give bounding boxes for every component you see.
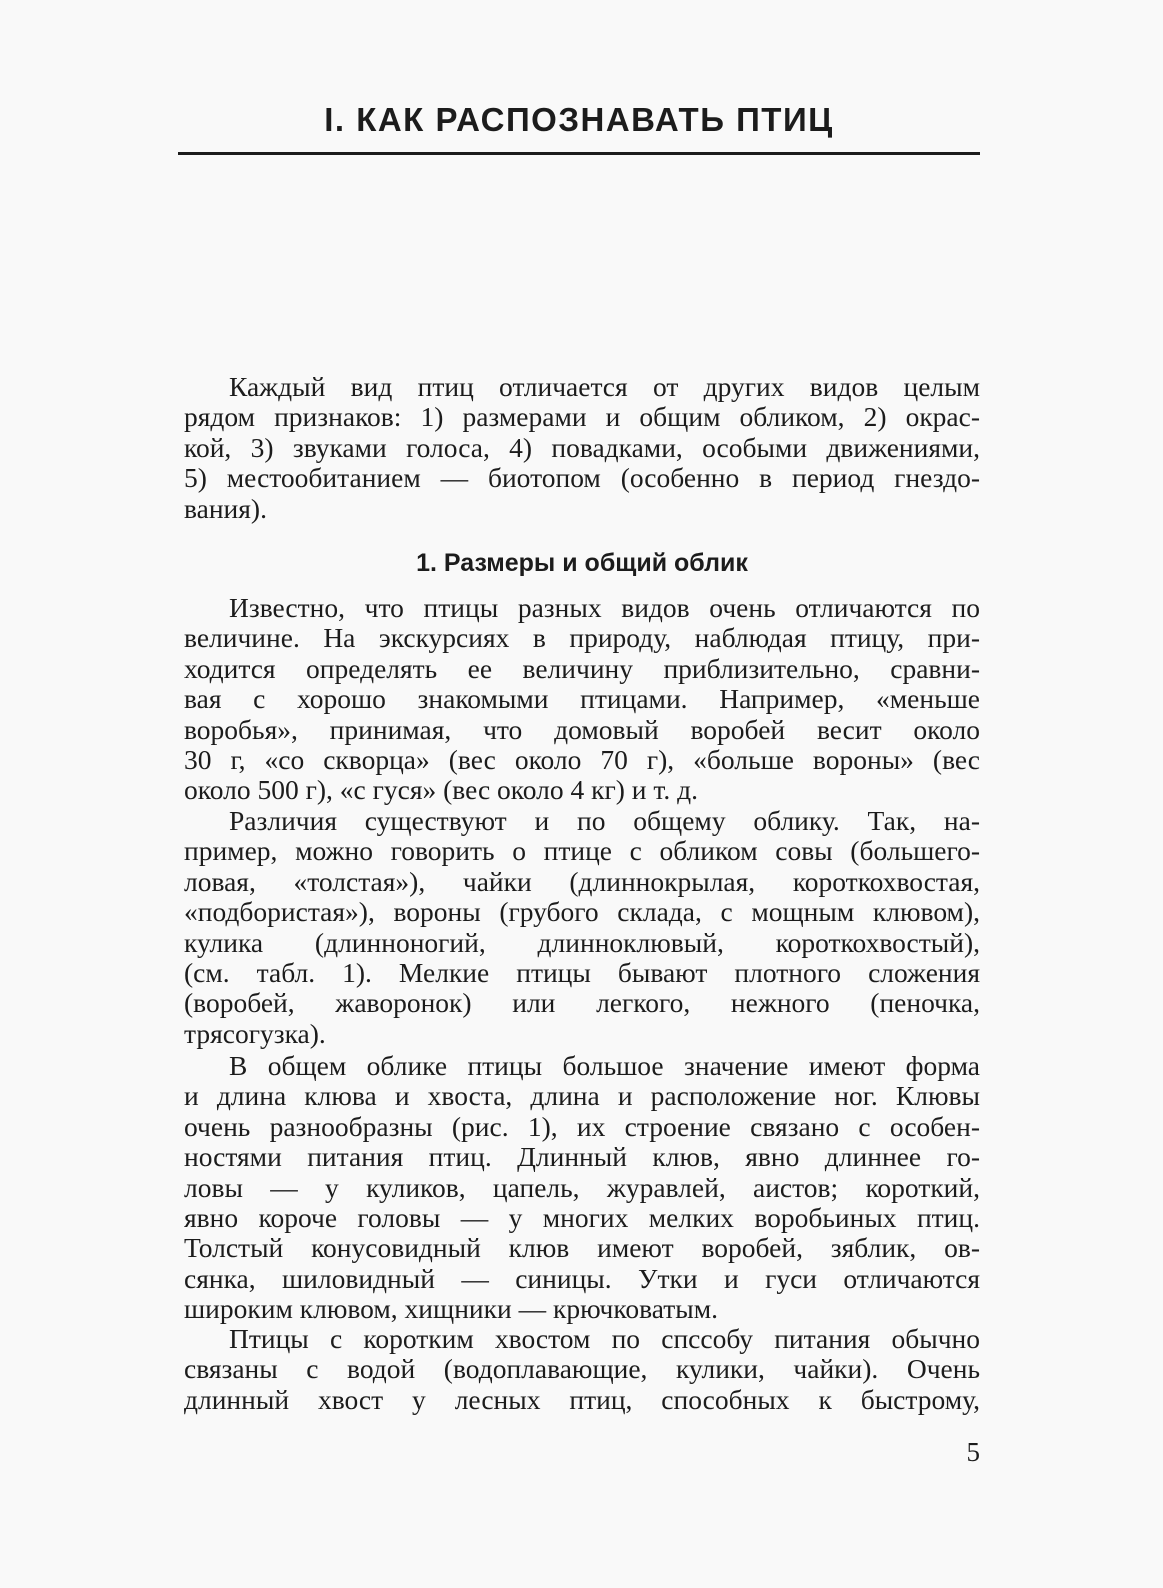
text-line: 5) местообитанием — биотопом (особенно в период гнездо- bbox=[184, 462, 980, 494]
text-line: пример, можно говорить о птице с обликом совы (большего- bbox=[184, 835, 980, 867]
text-line: явно короче головы — у многих мелких воробьиных птиц. bbox=[184, 1201, 980, 1233]
page-number: 5 bbox=[966, 1437, 980, 1467]
text-line: Известно, что птицы разных видов очень отличаются по bbox=[229, 592, 980, 623]
text-line: (см. табл. 1). Мелкие птицы бывают плотного сложения bbox=[184, 956, 980, 988]
text-line: рядом признаков: 1) размерами и общим обликом, 2) окрас- bbox=[184, 401, 980, 433]
text-line: длинный хвост у лесных птиц, способных к быстрому, bbox=[184, 1383, 980, 1415]
text-line: величине. На экскурсиях в природу, наблюдая птицу, при- bbox=[184, 622, 980, 654]
text-line: ностями питания птиц. Длинный клюв, явно длиннее го- bbox=[184, 1141, 980, 1173]
chapter-title: I. КАК РАСПОЗНАВАТЬ ПТИЦ bbox=[324, 101, 834, 138]
text-line: ловая, «толстая»), чайки (длиннокрылая, короткохвостая, bbox=[184, 865, 980, 897]
text-line: Птицы с коротким хвостом по спссобу питания обычно bbox=[229, 1323, 980, 1354]
text-line: около 500 г), «с гуся» (вес около 4 кг) и т. д. bbox=[184, 774, 698, 806]
paragraph-appearance bbox=[184, 806, 980, 1049]
text-line: (воробей, жаворонок) или легкого, нежного (пеночка, bbox=[184, 987, 980, 1019]
text-line: Толстый конусовидный клюв имеют воробей, зяблик, ов- bbox=[184, 1232, 980, 1264]
section-heading: 1. Размеры и общий облик bbox=[416, 549, 748, 577]
text-line: «подбористая»), вороны (грубого склада, с мощным клювом), bbox=[184, 896, 980, 928]
text-line: широким клювом, хищники — крючковатым. bbox=[184, 1293, 718, 1325]
text-line: кой, 3) звуками голоса, 4) повадками, особыми движениями, bbox=[184, 431, 980, 463]
text-line: ходится определять ее величину приблизительно, сравни- bbox=[184, 652, 980, 684]
text-line: ловы — у куликов, цапель, журавлей, аистов; короткий, bbox=[184, 1171, 980, 1203]
paragraph-sizes bbox=[184, 593, 980, 806]
text-line: В общем облике птицы большое значение имеют форма bbox=[229, 1050, 980, 1081]
text-line: сянка, шиловидный — синицы. Утки и гуси отличаются bbox=[184, 1262, 980, 1294]
text-line: Каждый вид птиц отличается от других видов целым bbox=[229, 371, 980, 402]
text-line: вая с хорошо знакомыми птицами. Например, «меньше bbox=[184, 683, 980, 715]
intro-paragraph bbox=[184, 372, 980, 524]
text-line: трясогузка). bbox=[184, 1017, 326, 1049]
title-underline bbox=[178, 152, 980, 155]
text-line: очень разнообразны (рис. 1), их строение связано с особен- bbox=[184, 1110, 980, 1142]
text-line: Различия существуют и по общему облику. Так, на- bbox=[229, 805, 980, 836]
text-line: связаны с водой (водоплавающие, кулики, чайки). Очень bbox=[184, 1353, 980, 1385]
text-line: вания). bbox=[184, 492, 267, 524]
text-line: кулика (длинноногий, длинноклювый, короткохвостый), bbox=[184, 926, 980, 958]
paragraph-beaks bbox=[184, 1051, 980, 1325]
paragraph-tails bbox=[184, 1324, 980, 1415]
text-line: воробья», принимая, что домовый воробей весит около bbox=[184, 713, 980, 745]
text-line: 30 г, «со скворца» (вес около 70 г), «больше вороны» (вес bbox=[184, 743, 980, 775]
text-line: и длина клюва и хвоста, длина и расположение ног. Клювы bbox=[184, 1080, 980, 1112]
